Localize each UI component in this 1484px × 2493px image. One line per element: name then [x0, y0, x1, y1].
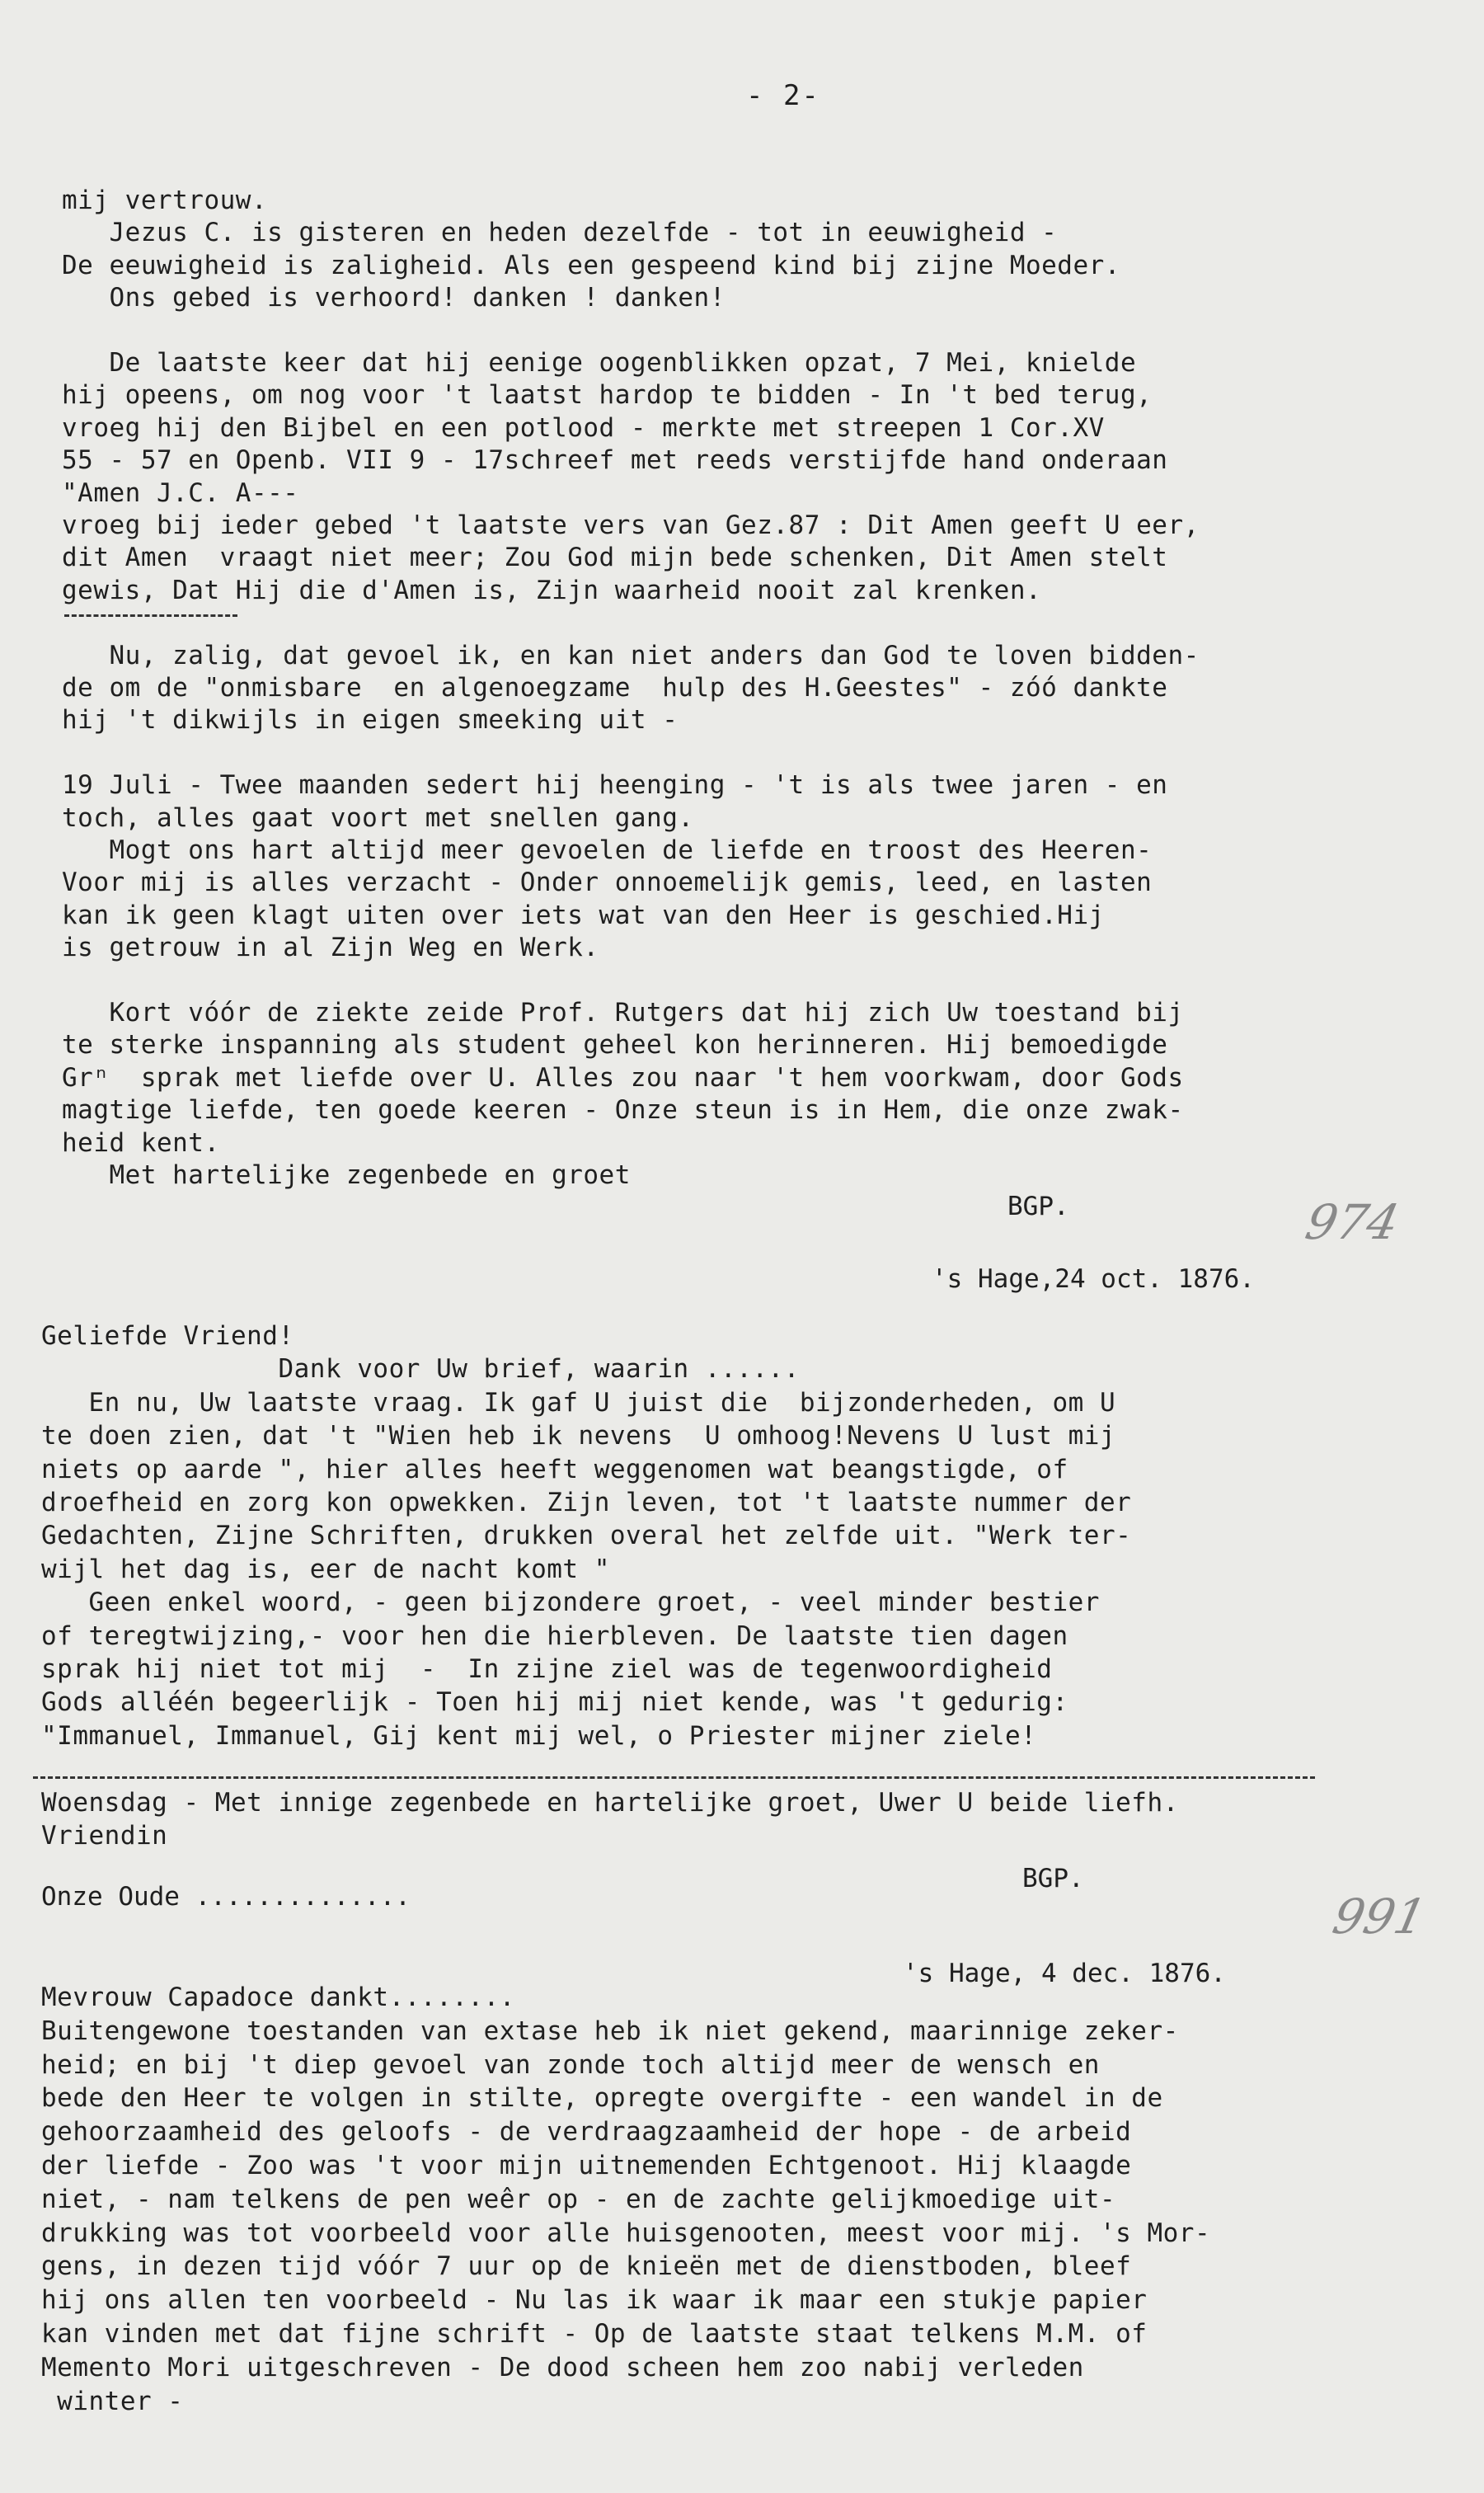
- text-line: te doen zien, dat 't "Wien heb ik nevens U omhoog!Nevens U lust mij: [41, 1421, 1116, 1451]
- separator-rule-2: [33, 1776, 1315, 1779]
- handwritten-number-2: 991: [1327, 1889, 1431, 1945]
- text-line: Memento Mori uitgeschreven - De dood scheen hem zoo nabij verleden: [41, 2352, 1084, 2382]
- text-line: mij vertrouw.: [62, 186, 268, 215]
- dateline-2: 's Hage,24 oct. 1876.: [932, 1264, 1255, 1294]
- text-line: Mogt ons hart altijd meer gevoelen de liefde en troost des Heeren-: [62, 835, 1153, 865]
- text-line: kan vinden met dat fijne schrift - Op de laatste staat telkens M.M. of: [41, 2319, 1148, 2349]
- text-line: Nu, zalig, dat gevoel ik, en kan niet anders dan God te loven bidden-: [62, 640, 1200, 670]
- text-line: De laatste keer dat hij eenige oogenblikken opzat, 7 Mei, knielde: [62, 348, 1137, 378]
- text-line: Kort vóór de ziekte zeide Prof. Rutgers dat hij zich Uw toestand bij: [62, 998, 1184, 1028]
- text-line: Ons gebed is verhoord! danken ! danken!: [62, 283, 726, 313]
- text-line: Grⁿ sprak met liefde over U. Alles zou naar 't hem voorkwam, door Gods: [62, 1062, 1184, 1093]
- text-line: bede den Heer te volgen in stilte, opregte overgifte - een wandel in de: [41, 2083, 1163, 2114]
- text-line: niets op aarde ", hier alles heeft weggenomen wat beangstigde, of: [41, 1454, 1068, 1484]
- text-line: gens, in dezen tijd vóór 7 uur op de knieën met de dienstboden, bleef: [41, 2251, 1132, 2282]
- text-line: vroeg bij ieder gebed 't laatste vers van Gez.87 : Dit Amen geeft U eer,: [62, 510, 1200, 540]
- text-line: kan ik geen klagt uiten over iets wat van den Heer is geschied.Hij: [62, 900, 1105, 930]
- text-line: Vriendin: [41, 1821, 168, 1851]
- text-line: "Amen J.C. A---: [62, 477, 299, 508]
- text-line: Gods alléén begeerlijk - Toen hij mij niet kende, was 't gedurig:: [41, 1687, 1068, 1718]
- text-line: Woensdag - Met innige zegenbede en hartelijke groet, Uwer U beide liefh.: [41, 1787, 1179, 1818]
- text-line: De eeuwigheid is zaligheid. Als een gespeend kind bij zijne Moeder.: [62, 250, 1120, 280]
- text-line: vroeg hij den Bijbel en een potlood - merkte met streepen 1 Cor.XV: [62, 412, 1105, 443]
- text-line: droefheid en zorg kon opwekken. Zijn leven, tot 't laatste nummer der: [41, 1488, 1132, 1517]
- text-line: magtige liefde, ten goede keeren - Onze steun is in Hem, die onze zwak-: [62, 1095, 1184, 1126]
- text-line: "Immanuel, Immanuel, Gij kent mij wel, o Priester mijner ziele!: [41, 1720, 1037, 1751]
- text-line: hij 't dikwijls in eigen smeeking uit -: [62, 705, 679, 736]
- text-line: 55 - 57 en Openb. VII 9 - 17schreef met reeds verstijfde hand onderaan: [62, 445, 1168, 476]
- text-line: niet, - nam telkens de pen weêr op - en de zachte gelijkmoedige uit-: [41, 2184, 1116, 2214]
- text-line: Gedachten, Zijne Schriften, drukken overal het zelfde uit. "Werk ter-: [41, 1521, 1132, 1551]
- text-line: Mevrouw Capadoce dankt........: [41, 1983, 515, 2012]
- text-line: gewis, Dat Hij die d'Amen is, Zijn waarheid nooit zal krenken.: [62, 575, 1042, 605]
- text-line: winter -: [41, 2386, 184, 2416]
- text-line: Buitengewone toestanden van extase heb ik niet gekend, maarinnige zeker-: [41, 2016, 1179, 2046]
- text-line: der liefde - Zoo was 't voor mijn uitnemenden Echtgenoot. Hij klaagde: [41, 2151, 1132, 2180]
- text-line: dit Amen vraagt niet meer; Zou God mijn bede schenken, Dit Amen stelt: [62, 543, 1168, 573]
- text-line: hij opeens, om nog voor 't laatst hardop te bidden - In 't bed terug,: [62, 380, 1153, 411]
- text-line: wijl het dag is, eer de nacht komt ": [41, 1554, 610, 1584]
- text-line: Geliefde Vriend!: [41, 1321, 294, 1351]
- text-line: hij ons allen ten voorbeeld - Nu las ik waar ik maar een stukje papier: [41, 2285, 1148, 2316]
- text-line: sprak hij niet tot mij - In zijne ziel was de tegenwoordigheid: [41, 1654, 1053, 1684]
- text-line: gehoorzaamheid des geloofs - de verdraagzaamheid der hope - de arbeid: [41, 2117, 1132, 2147]
- text-line: heid kent.: [62, 1127, 220, 1158]
- signature-1: BGP.: [1007, 1192, 1069, 1221]
- separator-rule: [64, 614, 237, 617]
- text-line: is getrouw in al Zijn Weg en Werk.: [62, 933, 599, 963]
- page-number: - 2-: [746, 79, 820, 112]
- text-line: drukking was tot voorbeeld voor alle huisgenooten, meest voor mij. 's Mor-: [41, 2218, 1211, 2248]
- text-line: heid; en bij 't diep gevoel van zonde toch altijd meer de wensch en: [41, 2049, 1100, 2080]
- text-line: Voor mij is alles verzacht - Onder onnoemelijk gemis, leed, en lasten: [62, 868, 1153, 898]
- dateline-3: 's Hage, 4 dec. 1876.: [903, 1959, 1226, 1988]
- text-line: En nu, Uw laatste vraag. Ik gaf U juist die bijzonderheden, om U: [41, 1387, 1116, 1418]
- text-line: Geen enkel woord, - geen bijzondere groet, - veel minder bestier: [41, 1588, 1100, 1618]
- text-line: te sterke inspanning als student geheel kon herinneren. Hij bemoedigde: [62, 1030, 1168, 1061]
- signature-2: BGP.: [1022, 1864, 1084, 1893]
- text-line: 19 Juli - Twee maanden sedert hij heenging - 't is als twee jaren - en: [62, 770, 1168, 801]
- text-line: Met hartelijke zegenbede en groet: [62, 1160, 631, 1190]
- handwritten-number-1: 974: [1300, 1194, 1404, 1250]
- text-line: of teregtwijzing,- voor hen die hierbleven. De laatste tien dagen: [41, 1620, 1068, 1651]
- text-line: de om de "onmisbare en algenoegzame hulp des H.Geestes" - zóó dankte: [62, 673, 1168, 703]
- text-line: Dank voor Uw brief, waarin ......: [41, 1354, 800, 1385]
- text-line: Jezus C. is gisteren en heden dezelfde - tot in eeuwigheid -: [62, 218, 1058, 248]
- text-line: toch, alles gaat voort met snellen gang.: [62, 802, 694, 833]
- closing-line: Onze Oude ..............: [41, 1882, 411, 1912]
